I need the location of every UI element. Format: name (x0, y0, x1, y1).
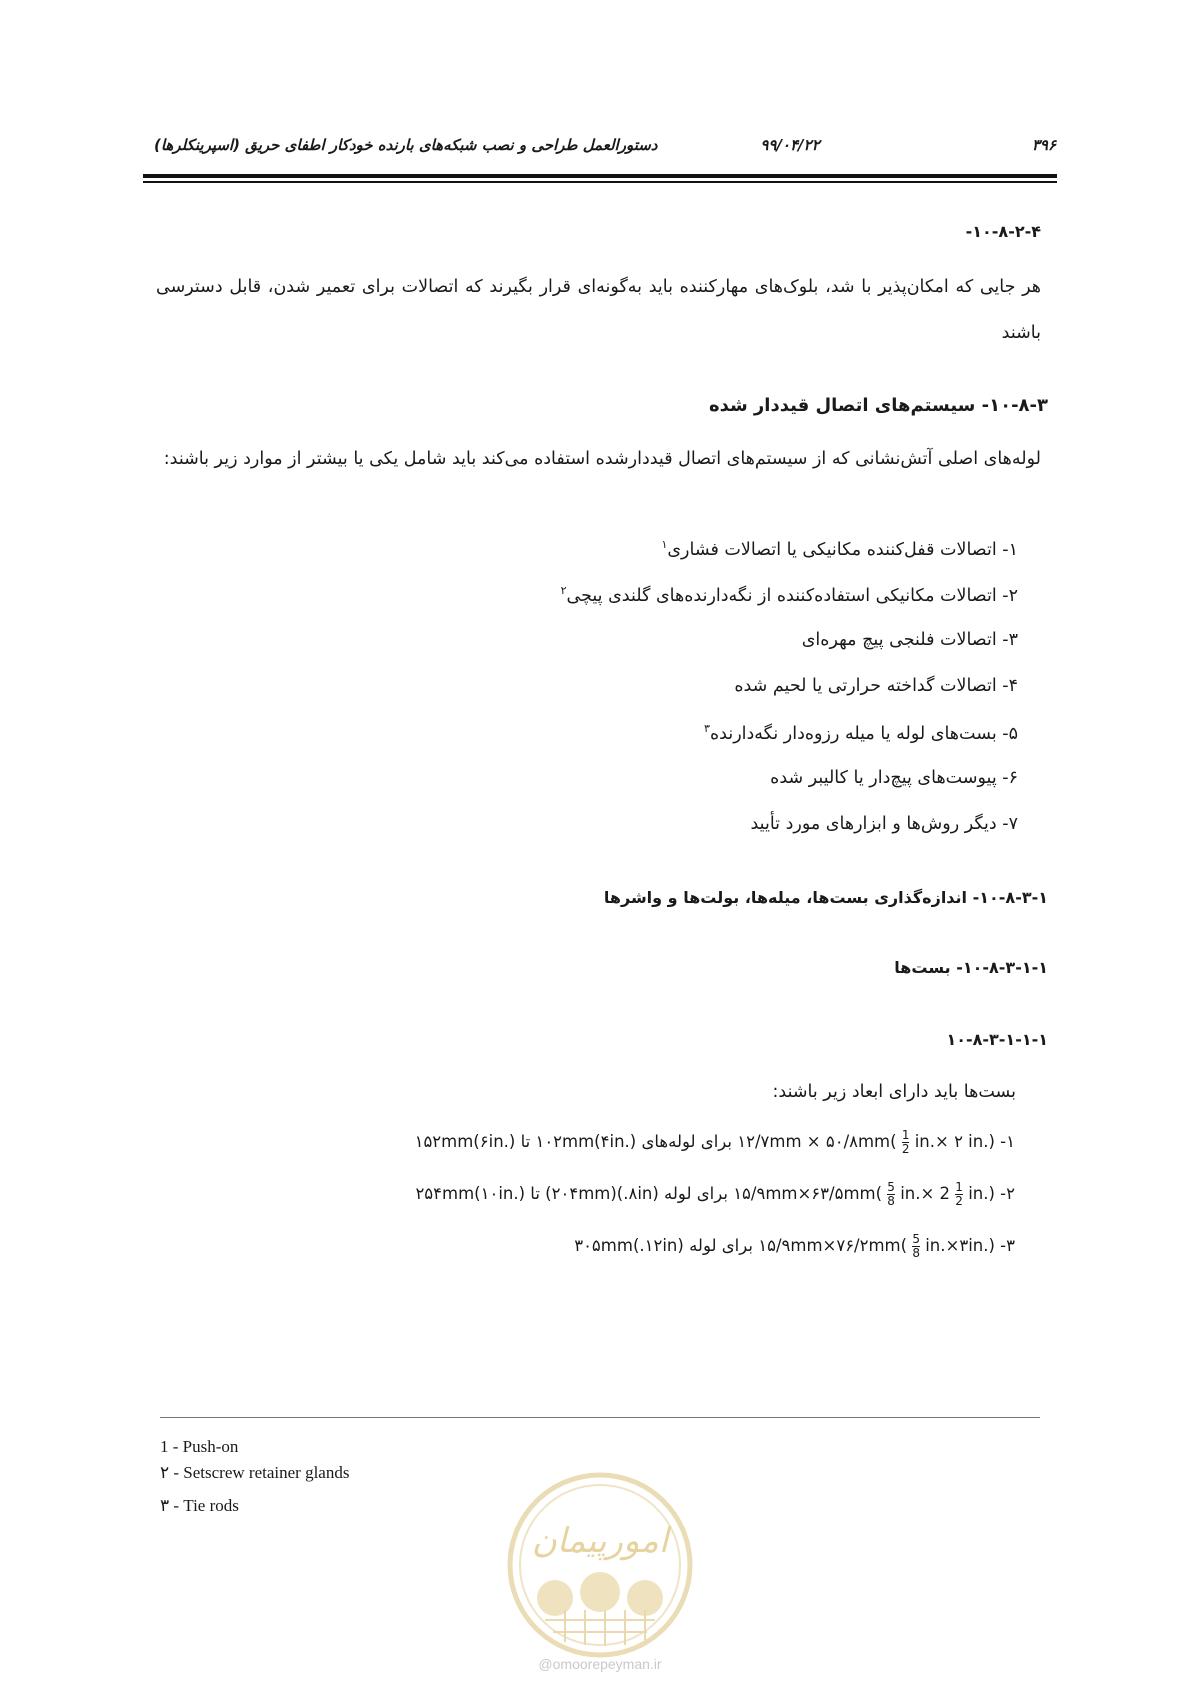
footnote-rule (160, 1417, 1040, 1418)
section-heading-10-8-3-1-1-1: ۱۰-۸-۳-۱-۱-۱ (946, 1030, 1048, 1049)
footnote-2: ۲ - Setscrew retainer glands (160, 1463, 350, 1482)
section-heading-10-8-3-1: ۱۰-۸-۳-۱- اندازه‌گذاری بست‌ها، میله‌ها، بولت‌ها و واشرها (603, 888, 1048, 907)
list-item: ۲- اتصالات مکانیکی استفاده‌کننده از نگه‌دارنده‌های گلندی پیچی$^۲$ (560, 584, 1018, 606)
section-heading-10-8-3: ۱۰-۸-۳- سیستم‌های اتصال قیددار شده (708, 395, 1048, 416)
page-number: ۳۹۶ (1031, 136, 1056, 154)
paragraph-10-8-3: لوله‌های اصلی آتش‌نشانی که از سیستم‌های اتصال قیددار‌شده استفاده می‌کند باید شامل یکی یا بیشتر از موارد زیر باشند: (163, 449, 1041, 469)
document-date: ۹۹/۰۴/۲۲ (760, 136, 820, 154)
clamp-dimension-2: ۲- ۱۵/۹mm×۶۳/۵mm( $\frac{5}{8}$ in.× 2 $\frac{1}{2}$ in.) برای لوله (۸in.)(۲۰۴mm) تا ۲۵۴mm(۱۰in.) (415, 1180, 1015, 1208)
fraction: $\frac{1}{2}$ (955, 1180, 963, 1208)
footnote-1: 1 - Push-on (160, 1437, 239, 1456)
restrained-joints-list (128, 538, 1018, 860)
list-item: ۳- اتصالات فلنجی پیچ مهره‌ای (801, 630, 1018, 650)
document-title: دستورالعمل طراحی و نصب شبکه‌های بارنده خودکار اطفای حریق (اسپرینکلرها) (154, 136, 658, 154)
section-heading-10-8-3-1-1: ۱۰-۸-۳-۱-۱- بست‌ها (894, 958, 1048, 977)
list-item: ۴- اتصالات گداخته حرارتی یا لحیم شده (734, 676, 1018, 696)
fraction: $\frac{5}{8}$ (912, 1232, 920, 1260)
clamp-dimension-3: ۳- ۱۵/۹mm×۷۶/۲mm( $\frac{5}{8}$ in.×۳in.) برای لوله (۱۲in.)۳۰۵mm (574, 1232, 1015, 1260)
fraction: $\frac{5}{8}$ (887, 1180, 895, 1208)
clamp-dimension-1: ۱- ۱۲/۷mm × ۵۰/۸mm( $\frac{1}{2}$ in.× ۲ in.) برای لوله‌های ۱۰۲mm(۴in.) تا ۱۵۲mm(۶in.) (414, 1128, 1015, 1156)
watermark-logo-text: امورپیمان (531, 1521, 669, 1561)
footnote-ref: ۳ (704, 722, 710, 735)
header-rule (143, 174, 1057, 178)
footnote-ref: ۱ (661, 538, 668, 551)
list-item: ۵- بست‌های لوله یا میله رزوه‌دار نگه‌دارنده$^۳$ (704, 722, 1018, 744)
list-item: ۶- پیوست‌های پیچ‌دار یا کالیبر شده (770, 768, 1018, 788)
watermark-url: @omoorepeyman.ir (538, 1656, 662, 1672)
list-item: ۷- دیگر روش‌ها و ابزارهای مورد تأیید (750, 814, 1018, 834)
fraction: $\frac{1}{2}$ (901, 1128, 910, 1156)
header-rule-thin (143, 181, 1057, 183)
watermark-logo (505, 1470, 695, 1660)
clamps-intro: بست‌ها باید دارای ابعاد زیر باشند: (772, 1082, 1016, 1102)
list-item: ۱- اتصالات قفل‌کننده مکانیکی یا اتصالات فشاری$^۱$ (661, 538, 1018, 560)
paragraph-10-8-2-4: هر جایی که امکان‌پذیر با شد، بلوک‌های مهارکننده باید به‌گونه‌ای قرار بگیرند که اتصالات برای تعمیر شدن، قابل دسترسی باشند (156, 277, 1041, 343)
footnote-3: ۳ - Tie rods (160, 1496, 239, 1515)
footnote-ref: ۲ (560, 584, 567, 597)
section-heading-10-8-2-4: ۱۰-۸-۲-۴- (965, 222, 1041, 241)
